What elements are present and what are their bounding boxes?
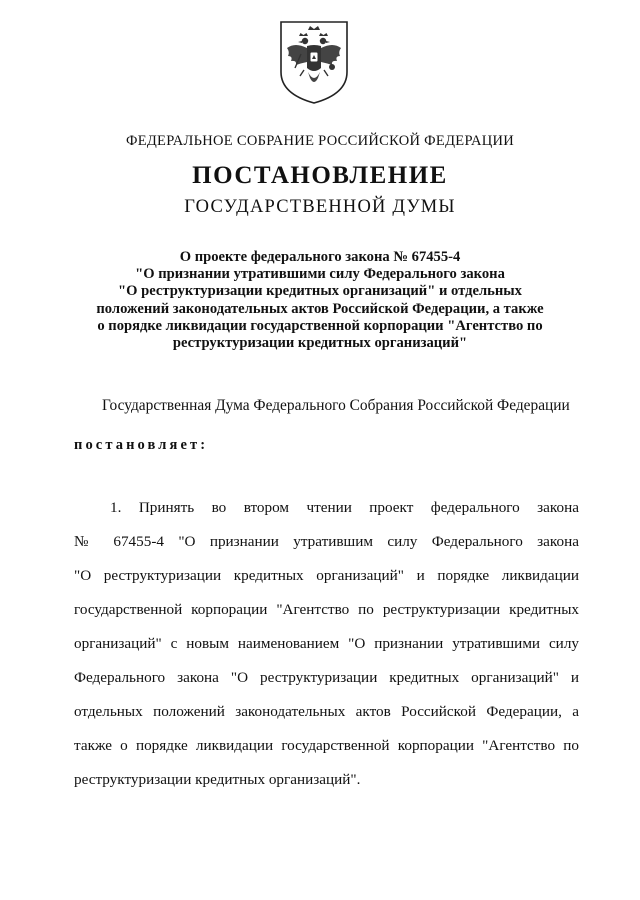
coat-of-arms-icon (277, 18, 351, 106)
subject-line: о порядке ликвидации государственной корпорации "Агентство по (97, 317, 543, 334)
paragraph-line: "О реструктуризации кредитных организаций" и порядке ликвидации (74, 567, 579, 584)
subject-line: положений законодательных актов Российской Федерации, а также (96, 300, 544, 317)
paragraph-line: реструктуризации кредитных организаций". (74, 771, 361, 788)
paragraph-line: Федерального закона "О реструктуризации кредитных организаций" и (74, 669, 579, 686)
assembly-heading: ФЕДЕРАЛЬНОЕ СОБРАНИЕ РОССИЙСКОЙ ФЕДЕРАЦИИ (125, 133, 515, 149)
paragraph-line: отдельных положений законодательных актов Российской Федерации, а (74, 703, 579, 720)
paragraph-line: государственной корпорации "Агентство по реструктуризации кредитных (74, 601, 579, 618)
paragraph-line: 1. Принять во втором чтении проект федерального закона (110, 499, 579, 516)
subject-line: реструктуризации кредитных организаций" (172, 335, 468, 352)
document-subject (70, 249, 570, 352)
preamble: Государственная Дума Федерального Собрания Российской Федерации (102, 397, 570, 414)
document-type-title: ПОСТАНОВЛЕНИЕ (192, 162, 448, 189)
paragraph-line: также о порядке ликвидации государственной корпорации "Агентство по (74, 737, 579, 754)
paragraph-line: № 67455-4 "О признании утратившим силу Федерального закона (74, 533, 579, 550)
paragraph-1 (74, 497, 579, 803)
resolves-word: постановляет: (74, 437, 209, 453)
document-issuer: ГОСУДАРСТВЕННОЙ ДУМЫ (184, 197, 456, 217)
paragraph-line: организаций" с новым наименованием "О признании утратившими силу (74, 635, 579, 652)
subject-line: О проекте федерального закона № 67455-4 (179, 249, 461, 265)
subject-line: "О реструктуризации кредитных организаций" и отдельных (118, 283, 522, 300)
subject-line: "О признании утратившими силу Федерального закона (135, 266, 505, 283)
